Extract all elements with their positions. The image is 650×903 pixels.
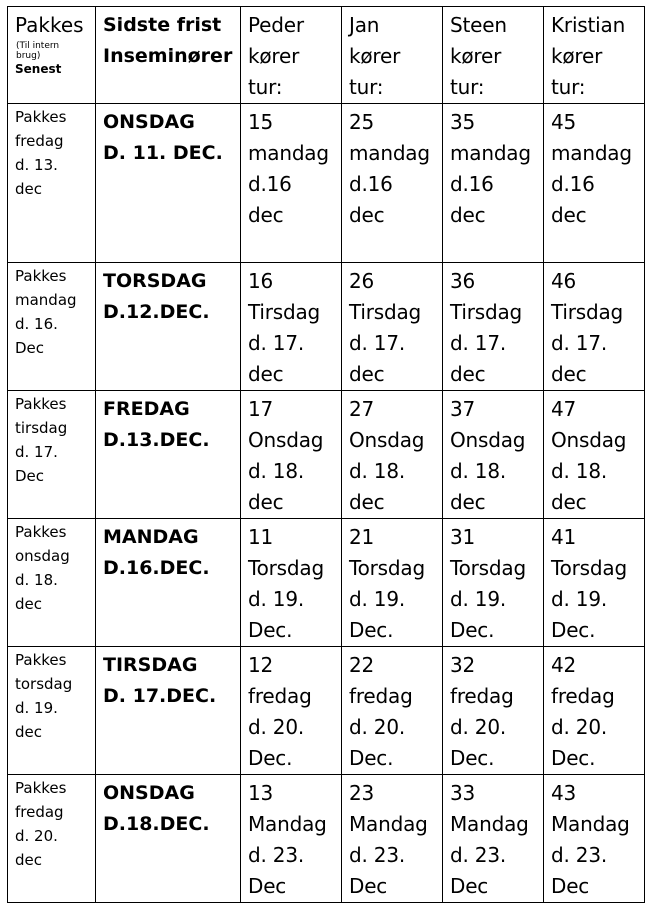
header-row bbox=[8, 7, 645, 104]
tour-text: 15 mandag d.16 dec bbox=[248, 110, 329, 227]
deadline-cell bbox=[96, 647, 241, 775]
tour-text: 26 Tirsdag d. 17. dec bbox=[349, 269, 422, 386]
pack-cell bbox=[8, 104, 96, 263]
deadline-text: ONSDAG D. 11. DEC. bbox=[103, 111, 223, 164]
pack-date-text: Pakkes onsdag d. 18. dec bbox=[15, 523, 70, 613]
tour-text: 43 Mandag d. 23. Dec bbox=[551, 781, 630, 898]
table-row bbox=[8, 104, 645, 263]
header-cell-driver bbox=[544, 7, 645, 104]
tour-cell bbox=[443, 647, 544, 775]
tour-text: 11 Torsdag d. 19. Dec. bbox=[248, 525, 324, 642]
table-row bbox=[8, 647, 645, 775]
header-cell-deadline bbox=[96, 7, 241, 104]
header-cell-driver bbox=[241, 7, 342, 104]
pack-date-text: Pakkes fredag d. 13. dec bbox=[15, 108, 67, 198]
tour-cell bbox=[443, 775, 544, 903]
pack-date-text: Pakkes tirsdag d. 17. Dec bbox=[15, 395, 68, 485]
tour-text: 12 fredag d. 20. Dec. bbox=[248, 653, 312, 770]
tour-cell bbox=[241, 519, 342, 647]
tour-cell bbox=[544, 647, 645, 775]
tour-text: 36 Tirsdag d. 17. dec bbox=[450, 269, 523, 386]
tour-cell bbox=[241, 647, 342, 775]
deadline-text: ONSDAG D.18.DEC. bbox=[103, 782, 210, 835]
tour-cell bbox=[443, 104, 544, 263]
tour-text: 13 Mandag d. 23. Dec bbox=[248, 781, 327, 898]
tour-cell bbox=[443, 519, 544, 647]
deadline-cell bbox=[96, 263, 241, 391]
tour-text: 27 Onsdag d. 18. dec bbox=[349, 397, 425, 514]
deadline-cell bbox=[96, 391, 241, 519]
deadline-text: TIRSDAG D. 17.DEC. bbox=[103, 654, 217, 707]
header-pack-title: Pakkes bbox=[15, 13, 84, 37]
deadline-cell bbox=[96, 775, 241, 903]
tour-cell bbox=[443, 263, 544, 391]
tour-cell bbox=[342, 104, 443, 263]
pack-cell bbox=[8, 391, 96, 519]
deadline-text: TORSDAG D.12.DEC. bbox=[103, 270, 210, 323]
header-driver-label: Kristian kører tur: bbox=[551, 13, 626, 99]
table-row bbox=[8, 391, 645, 519]
tour-text: 47 Onsdag d. 18. dec bbox=[551, 397, 627, 514]
tour-cell bbox=[544, 391, 645, 519]
table-row bbox=[8, 263, 645, 391]
tour-text: 17 Onsdag d. 18. dec bbox=[248, 397, 324, 514]
tour-text: 16 Tirsdag d. 17. dec bbox=[248, 269, 321, 386]
tour-cell bbox=[443, 391, 544, 519]
tour-cell bbox=[544, 263, 645, 391]
tour-text: 22 fredag d. 20. Dec. bbox=[349, 653, 413, 770]
pack-cell bbox=[8, 263, 96, 391]
tour-text: 31 Torsdag d. 19. Dec. bbox=[450, 525, 526, 642]
deadline-cell bbox=[96, 519, 241, 647]
header-driver-label: Jan kører tur: bbox=[349, 13, 401, 99]
header-driver-label: Steen kører tur: bbox=[450, 13, 507, 99]
tour-text: 41 Torsdag d. 19. Dec. bbox=[551, 525, 627, 642]
tour-cell bbox=[342, 391, 443, 519]
pack-date-text: Pakkes fredag d. 20. dec bbox=[15, 779, 67, 869]
tour-cell bbox=[342, 519, 443, 647]
table-row bbox=[8, 775, 645, 903]
tour-text: 42 fredag d. 20. Dec. bbox=[551, 653, 615, 770]
tour-text: 33 Mandag d. 23. Dec bbox=[450, 781, 529, 898]
header-cell-driver bbox=[342, 7, 443, 104]
header-pack-sub: Senest bbox=[15, 62, 62, 76]
tour-cell bbox=[544, 519, 645, 647]
deadline-text: MANDAG D.16.DEC. bbox=[103, 526, 210, 579]
tour-cell bbox=[342, 263, 443, 391]
tour-text: 46 Tirsdag d. 17. dec bbox=[551, 269, 624, 386]
tour-text: 25 mandag d.16 dec bbox=[349, 110, 430, 227]
header-driver-label: Peder kører tur: bbox=[248, 13, 304, 99]
pack-cell bbox=[8, 519, 96, 647]
pack-cell bbox=[8, 647, 96, 775]
deadline-text: FREDAG D.13.DEC. bbox=[103, 398, 210, 451]
deadline-cell bbox=[96, 104, 241, 263]
tour-cell bbox=[241, 391, 342, 519]
tour-cell bbox=[241, 775, 342, 903]
tour-text: 37 Onsdag d. 18. dec bbox=[450, 397, 526, 514]
tour-cell bbox=[544, 104, 645, 263]
header-cell-pack bbox=[8, 7, 96, 104]
tour-text: 23 Mandag d. 23. Dec bbox=[349, 781, 428, 898]
pack-date-text: Pakkes mandag d. 16. Dec bbox=[15, 267, 77, 357]
header-deadline-label: Sidste frist Inseminører bbox=[103, 14, 233, 67]
header-cell-driver bbox=[443, 7, 544, 104]
delivery-schedule-table bbox=[7, 6, 645, 903]
tour-text: 32 fredag d. 20. Dec. bbox=[450, 653, 514, 770]
tour-cell bbox=[241, 104, 342, 263]
tour-cell bbox=[241, 263, 342, 391]
tour-cell bbox=[342, 647, 443, 775]
tour-cell bbox=[544, 775, 645, 903]
pack-date-text: Pakkes torsdag d. 19. dec bbox=[15, 651, 73, 741]
tour-text: 21 Torsdag d. 19. Dec. bbox=[349, 525, 425, 642]
tour-text: 35 mandag d.16 dec bbox=[450, 110, 531, 227]
header-pack-note: (Til intern brug) bbox=[16, 41, 60, 61]
tour-text: 45 mandag d.16 dec bbox=[551, 110, 632, 227]
pack-cell bbox=[8, 775, 96, 903]
tour-cell bbox=[342, 775, 443, 903]
table-row bbox=[8, 519, 645, 647]
